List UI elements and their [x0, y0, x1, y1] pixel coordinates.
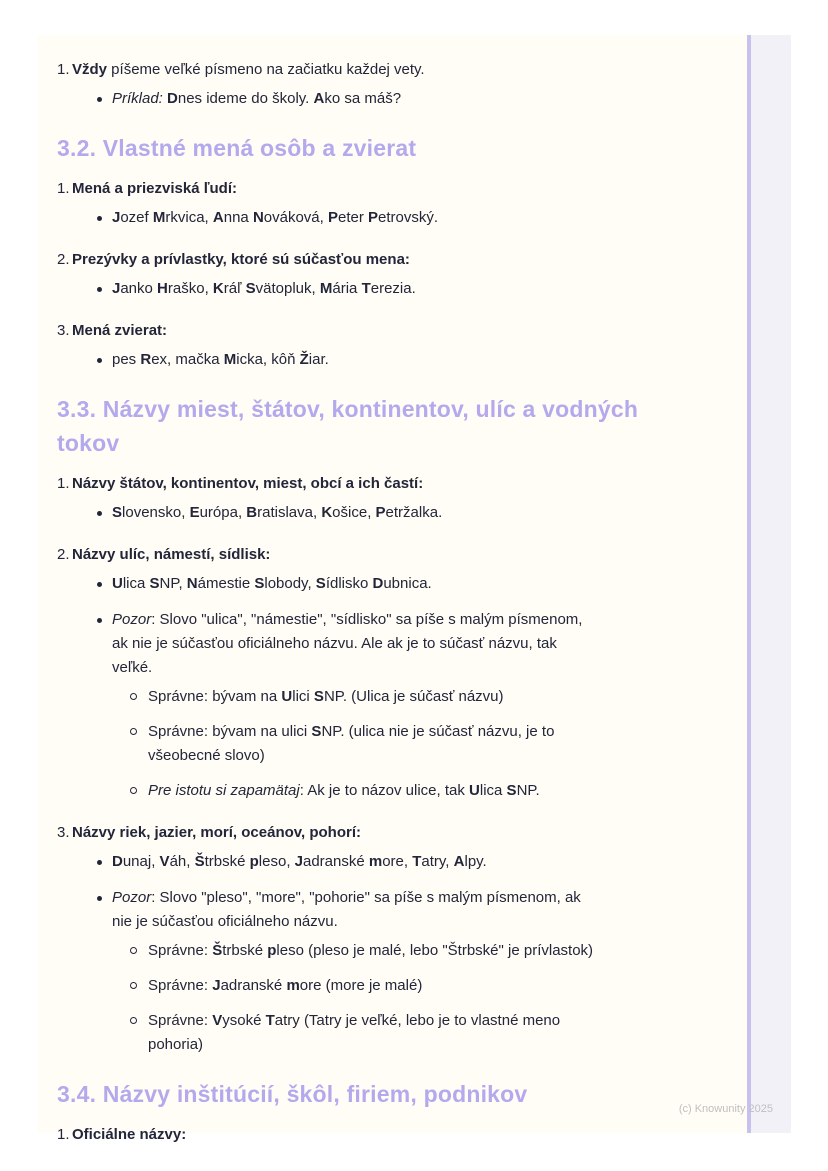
- item-text: Pre istotu si zapamätaj: Ak je to názov ulice, tak Ulica SNP.: [148, 782, 540, 799]
- next-page-strip: [751, 35, 791, 1133]
- bullet-item: [95, 850, 717, 874]
- bullet-item: [95, 206, 717, 230]
- bullet-item: [128, 1009, 717, 1057]
- item-text: Jozef Mrkvica, Anna Nováková, Peter Petrovský.: [112, 209, 439, 226]
- item-text: Vždy píšeme veľké písmeno na začiatku každej vety.: [72, 61, 425, 78]
- item-text: Správne: Jadranské more (more je malé): [148, 977, 423, 994]
- numbered-item: [57, 543, 717, 567]
- bullet-item: [95, 501, 717, 525]
- item-text: Správne: bývam na Ulici SNP. (Ulica je súčasť názvu): [148, 688, 504, 705]
- item-number: 1.: [57, 1126, 70, 1143]
- item-text: Pozor: Slovo "ulica", "námestie", "sídlisko" sa píše s malým písmenom, ak nie je súčasťou oficiálneho názvu. Ale ak je to súčasť názvu, tak veľké.: [112, 611, 583, 676]
- numbered-item: [57, 472, 717, 496]
- item-text: Dunaj, Váh, Štrbské pleso, Jadranské more, Tatry, Alpy.: [112, 853, 487, 870]
- item-text: Príklad: Dnes ideme do školy. Ako sa máš?: [112, 90, 402, 107]
- watermark: (c) Knowunity 2025: [678, 1103, 773, 1115]
- item-text: Mená a priezviská ľudí:: [72, 180, 237, 197]
- bullet-item: [95, 572, 717, 596]
- bullet-item: [128, 720, 717, 768]
- section-heading: 3.3. Názvy miest, štátov, kontinentov, ulíc a vodných tokov: [57, 396, 639, 456]
- document-page: [38, 35, 747, 1143]
- item-text: Správne: Štrbské pleso (pleso je malé, lebo "Štrbské" je prívlastok): [148, 942, 594, 959]
- item-text: Prezývky a prívlastky, ktoré sú súčasťou mena:: [72, 251, 410, 268]
- section-heading: 3.2. Vlastné mená osôb a zvierat: [57, 135, 417, 161]
- item-number: 1.: [57, 180, 70, 197]
- item-text: Názvy štátov, kontinentov, miest, obcí a ich častí:: [72, 475, 424, 492]
- bullet-item: [95, 87, 717, 111]
- item-number: 2.: [57, 546, 70, 563]
- item-text: Správne: bývam na ulici SNP. (ulica nie je súčasť názvu, je to všeobecné slovo): [148, 723, 555, 764]
- section-heading: 3.4. Názvy inštitúcií, škôl, firiem, podnikov: [57, 1081, 528, 1107]
- item-text: Ulica SNP, Námestie Slobody, Sídlisko Dubnica.: [112, 575, 432, 592]
- bullet-item: [128, 974, 717, 998]
- bullet-item: [128, 779, 717, 803]
- item-text: Janko Hraško, Kráľ Svätopluk, Mária Terezia.: [112, 280, 416, 297]
- numbered-item: [57, 248, 717, 272]
- numbered-item: [57, 821, 717, 845]
- bullet-item: [128, 685, 717, 709]
- item-number: 1.: [57, 61, 70, 78]
- bullet-item: [95, 348, 717, 372]
- item-text: Názvy ulíc, námestí, sídlisk:: [72, 546, 271, 563]
- item-text: Pozor: Slovo "pleso", "more", "pohorie" sa píše s malým písmenom, ak nie je súčasťou oficiálneho názvu.: [112, 889, 581, 930]
- item-number: 3.: [57, 824, 70, 841]
- item-text: Oficiálne názvy:: [72, 1126, 187, 1143]
- numbered-item: [57, 319, 717, 343]
- bullet-item: [95, 608, 717, 680]
- item-text: Slovensko, Európa, Bratislava, Košice, Petržalka.: [112, 504, 443, 521]
- item-number: 1.: [57, 475, 70, 492]
- bullet-item: [128, 939, 717, 963]
- item-text: Správne: Vysoké Tatry (Tatry je veľké, lebo je to vlastné meno pohoria): [148, 1012, 561, 1053]
- item-number: 3.: [57, 322, 70, 339]
- item-text: Mená zvierat:: [72, 322, 168, 339]
- item-text: Názvy riek, jazier, morí, oceánov, pohorí:: [72, 824, 361, 841]
- document-content: [38, 35, 747, 1147]
- bullet-item: [95, 277, 717, 301]
- item-text: pes Rex, mačka Micka, kôň Žiar.: [112, 351, 329, 368]
- numbered-item: [57, 177, 717, 201]
- bullet-item: [95, 886, 717, 934]
- item-number: 2.: [57, 251, 70, 268]
- numbered-item: [57, 58, 717, 82]
- numbered-item: [57, 1123, 717, 1147]
